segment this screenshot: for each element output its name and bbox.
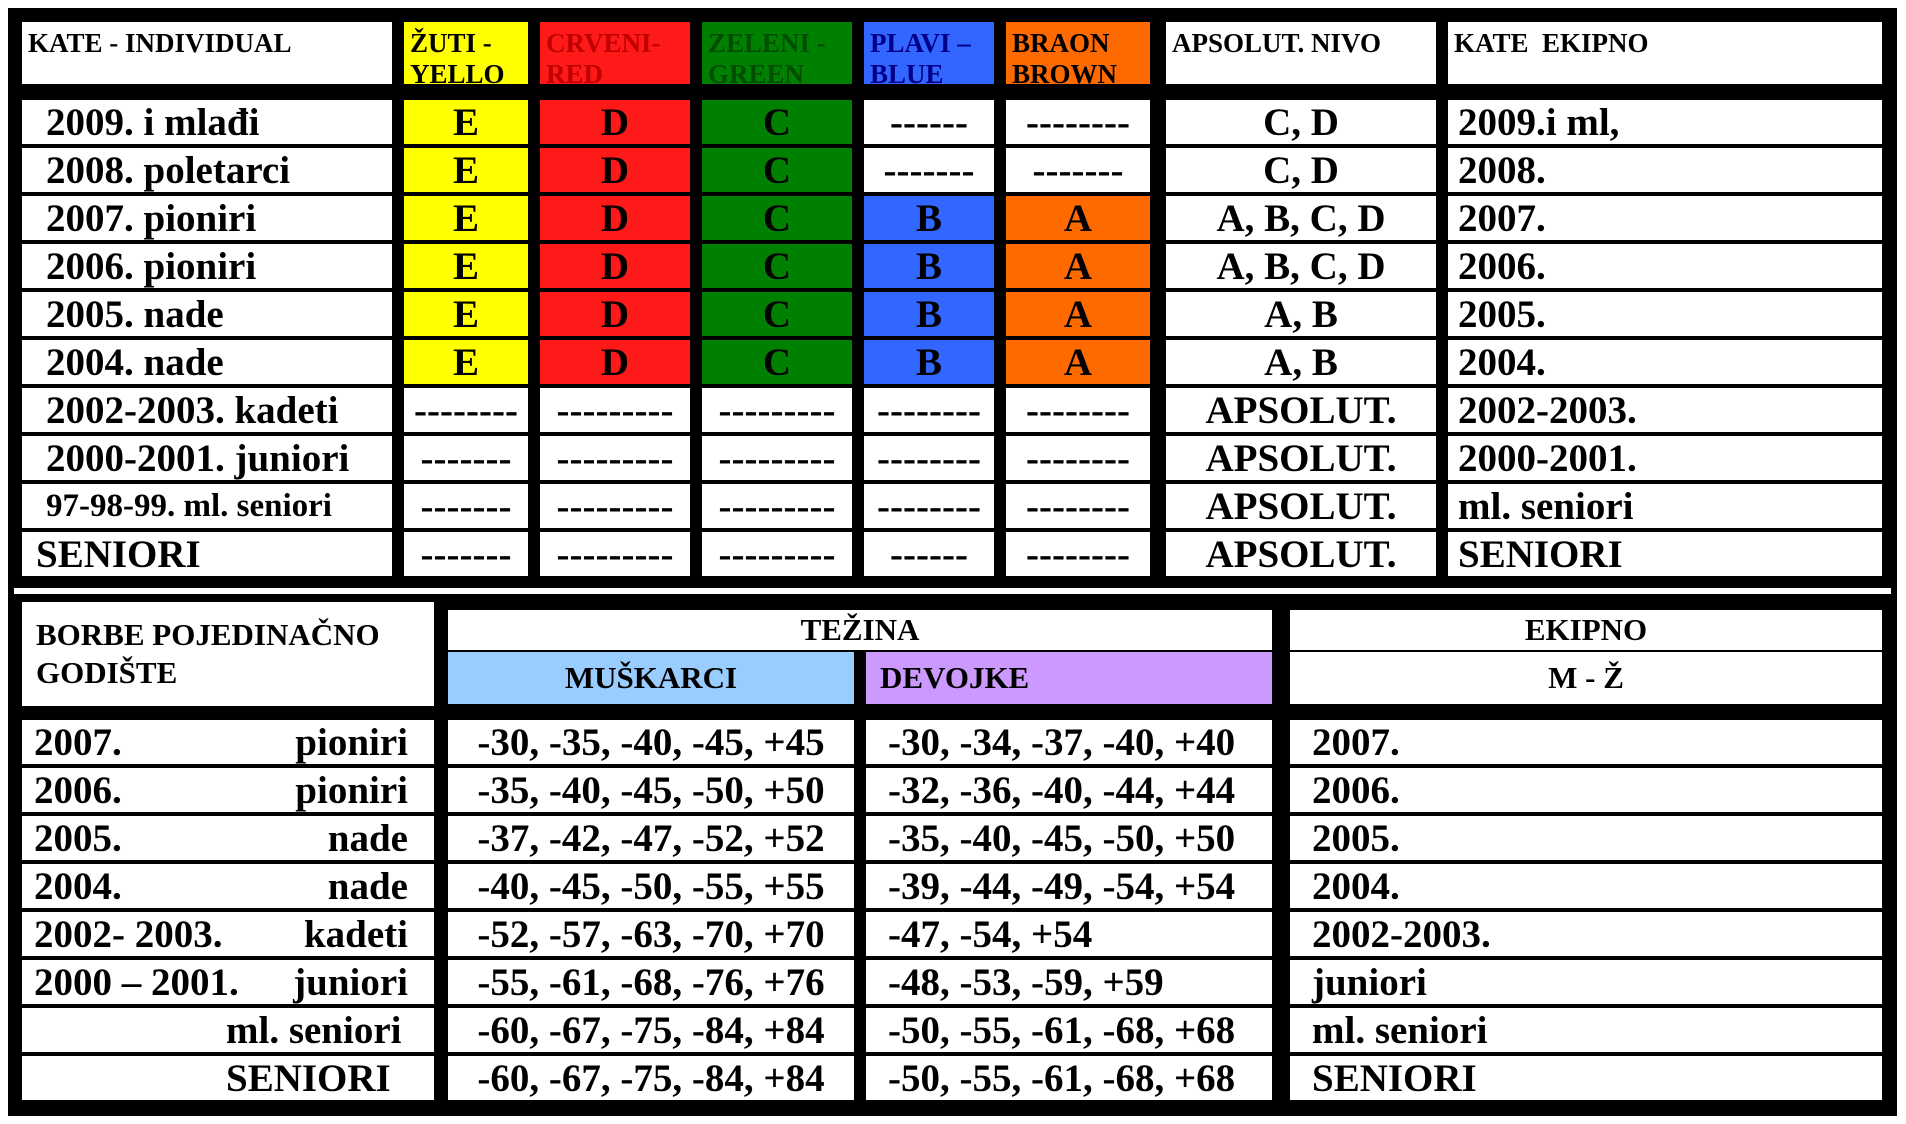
- kate-header-3: ZELENI - GREEN: [700, 20, 854, 86]
- borbe-devojke: -50, -55, -61, -68, +68: [864, 1054, 1274, 1102]
- borbe-year: 2002- 2003.: [34, 912, 223, 956]
- kate-cell-ekipno: 2005.: [1446, 290, 1884, 338]
- kate-cell-yellow: -------: [402, 482, 530, 530]
- kate-cell-yellow: --------: [402, 386, 530, 434]
- kate-cell-blue: -------: [862, 146, 996, 194]
- kate-cell-green: ---------: [700, 530, 854, 578]
- kate-cell-brown: A: [1004, 338, 1152, 386]
- kate-cell-ekipno: 2007.: [1446, 194, 1884, 242]
- kate-cell-nivo: A, B: [1164, 290, 1438, 338]
- kate-cell-ekipno: 2004.: [1446, 338, 1884, 386]
- borbe-devojke: -39, -44, -49, -54, +54: [864, 862, 1274, 910]
- muskarci-header: MUŠKARCI: [446, 650, 856, 706]
- kate-cell-group: 2007. pioniri: [20, 194, 394, 242]
- borbe-ekipno: 2007.: [1288, 718, 1884, 766]
- kate-cell-blue: B: [862, 338, 996, 386]
- kate-header-5: BRAON BROWN: [1004, 20, 1152, 86]
- kate-cell-ekipno: 2002-2003.: [1446, 386, 1884, 434]
- borbe-category: SENIORI: [226, 1056, 391, 1100]
- borbe-year: 2005.: [34, 816, 122, 860]
- borbe-devojke: -30, -34, -37, -40, +40: [864, 718, 1274, 766]
- borbe-ekipno: juniori: [1288, 958, 1884, 1006]
- kate-cell-yellow: E: [402, 338, 530, 386]
- kate-cell-ekipno: 2008.: [1446, 146, 1884, 194]
- kate-cell-brown: -------: [1004, 146, 1152, 194]
- borbe-muskarci: -60, -67, -75, -84, +84: [446, 1054, 856, 1102]
- kate-cell-brown: --------: [1004, 434, 1152, 482]
- borbe-devojke: -48, -53, -59, +59: [864, 958, 1274, 1006]
- kate-cell-nivo: APSOLUT.: [1164, 530, 1438, 578]
- kate-cell-blue: --------: [862, 434, 996, 482]
- kate-cell-red: D: [538, 242, 692, 290]
- kate-cell-red: D: [538, 338, 692, 386]
- kate-cell-green: ---------: [700, 482, 854, 530]
- kate-cell-yellow: -------: [402, 434, 530, 482]
- kate-header-7: KATE EKIPNO: [1446, 20, 1884, 86]
- kate-cell-nivo: A, B, C, D: [1164, 194, 1438, 242]
- borbe-ekipno: 2006.: [1288, 766, 1884, 814]
- kate-cell-brown: --------: [1004, 98, 1152, 146]
- borbe-year: 2006.: [34, 768, 122, 812]
- kate-cell-brown: --------: [1004, 386, 1152, 434]
- kate-cell-ekipno: SENIORI: [1446, 530, 1884, 578]
- kate-cell-red: D: [538, 98, 692, 146]
- borbe-devojke: -35, -40, -45, -50, +50: [864, 814, 1274, 862]
- borbe-ekipno: 2002-2003.: [1288, 910, 1884, 958]
- kate-cell-brown: A: [1004, 194, 1152, 242]
- tezina-header: TEŽINA: [446, 608, 1274, 652]
- borbe-year: 2007.: [34, 720, 122, 764]
- borbe-muskarci: -52, -57, -63, -70, +70: [446, 910, 856, 958]
- kate-cell-ekipno: 2000-2001.: [1446, 434, 1884, 482]
- borbe-devojke: -32, -36, -40, -44, +44: [864, 766, 1274, 814]
- borbe-row-godiste: [20, 814, 436, 862]
- kate-cell-brown: --------: [1004, 482, 1152, 530]
- borbe-category: pioniri: [295, 768, 408, 812]
- kate-cell-nivo: A, B: [1164, 338, 1438, 386]
- kate-cell-green: C: [700, 146, 854, 194]
- kate-cell-group: 97-98-99. ml. seniori: [20, 482, 394, 530]
- borbe-muskarci: -40, -45, -50, -55, +55: [446, 862, 856, 910]
- kate-cell-group: SENIORI: [20, 530, 394, 578]
- borbe-title: [20, 600, 436, 708]
- kate-cell-green: ---------: [700, 434, 854, 482]
- ekipno-header: EKIPNO: [1288, 608, 1884, 652]
- borbe-category: ml. seniori: [226, 1008, 402, 1052]
- kate-cell-green: C: [700, 98, 854, 146]
- kate-cell-yellow: E: [402, 146, 530, 194]
- kate-cell-group: 2009. i mlađi: [20, 98, 394, 146]
- borbe-muskarci: -35, -40, -45, -50, +50: [446, 766, 856, 814]
- kate-cell-group: 2004. nade: [20, 338, 394, 386]
- borbe-row-godiste: [20, 958, 436, 1006]
- kate-cell-group: 2000-2001. juniori: [20, 434, 394, 482]
- kate-cell-yellow: E: [402, 194, 530, 242]
- kate-cell-blue: ------: [862, 98, 996, 146]
- kate-cell-green: C: [700, 290, 854, 338]
- borbe-title-line2: GODIŠTE: [36, 655, 178, 690]
- kate-cell-blue: B: [862, 290, 996, 338]
- kate-cell-nivo: APSOLUT.: [1164, 482, 1438, 530]
- borbe-row-godiste: [20, 910, 436, 958]
- kate-cell-blue: B: [862, 242, 996, 290]
- kate-cell-group: 2005. nade: [20, 290, 394, 338]
- kate-cell-group: 2008. poletarci: [20, 146, 394, 194]
- kate-cell-ekipno: 2009.i ml,: [1446, 98, 1884, 146]
- borbe-ekipno: ml. seniori: [1288, 1006, 1884, 1054]
- kate-cell-red: D: [538, 146, 692, 194]
- borbe-devojke: -47, -54, +54: [864, 910, 1274, 958]
- borbe-category: pioniri: [295, 720, 408, 764]
- kate-cell-nivo: C, D: [1164, 146, 1438, 194]
- kate-cell-blue: --------: [862, 482, 996, 530]
- kate-cell-brown: A: [1004, 290, 1152, 338]
- kate-cell-yellow: E: [402, 98, 530, 146]
- kate-cell-ekipno: 2006.: [1446, 242, 1884, 290]
- kate-cell-ekipno: ml. seniori: [1446, 482, 1884, 530]
- borbe-year: 2000 – 2001.: [34, 960, 239, 1004]
- kate-cell-nivo: APSOLUT.: [1164, 386, 1438, 434]
- borbe-category: kadeti: [303, 912, 408, 956]
- borbe-muskarci: -30, -35, -40, -45, +45: [446, 718, 856, 766]
- kate-cell-yellow: -------: [402, 530, 530, 578]
- borbe-muskarci: -37, -42, -47, -52, +52: [446, 814, 856, 862]
- kate-cell-green: C: [700, 194, 854, 242]
- kate-cell-nivo: C, D: [1164, 98, 1438, 146]
- kate-cell-red: D: [538, 290, 692, 338]
- mz-header: M - Ž: [1288, 650, 1884, 706]
- kate-cell-nivo: A, B, C, D: [1164, 242, 1438, 290]
- kate-header-4: PLAVI – BLUE: [862, 20, 996, 86]
- kate-cell-brown: A: [1004, 242, 1152, 290]
- kate-header-0: KATE - INDIVIDUAL: [20, 20, 394, 86]
- borbe-muskarci: -55, -61, -68, -76, +76: [446, 958, 856, 1006]
- kate-cell-brown: --------: [1004, 530, 1152, 578]
- kate-cell-red: ---------: [538, 386, 692, 434]
- kate-cell-green: C: [700, 338, 854, 386]
- kate-cell-yellow: E: [402, 242, 530, 290]
- kate-cell-blue: ------: [862, 530, 996, 578]
- borbe-row-godiste: [20, 766, 436, 814]
- kate-cell-group: 2006. pioniri: [20, 242, 394, 290]
- borbe-row-godiste: [20, 1006, 436, 1054]
- borbe-ekipno: 2004.: [1288, 862, 1884, 910]
- borbe-ekipno: 2005.: [1288, 814, 1884, 862]
- kate-header-1: ŽUTI - YELLO: [402, 20, 530, 86]
- borbe-category: nade: [327, 816, 408, 860]
- kate-cell-red: ---------: [538, 482, 692, 530]
- kate-cell-yellow: E: [402, 290, 530, 338]
- devojke-header: DEVOJKE: [864, 650, 1274, 706]
- borbe-category: nade: [327, 864, 408, 908]
- borbe-devojke: -50, -55, -61, -68, +68: [864, 1006, 1274, 1054]
- borbe-category: juniori: [293, 960, 408, 1004]
- kate-cell-green: ---------: [700, 386, 854, 434]
- borbe-row-godiste: [20, 718, 436, 766]
- kate-header-6: APSOLUT. NIVO: [1164, 20, 1438, 86]
- kate-cell-red: D: [538, 194, 692, 242]
- borbe-ekipno: SENIORI: [1288, 1054, 1884, 1102]
- borbe-title-line1: BORBE POJEDINAČNO: [36, 617, 380, 652]
- borbe-row-godiste: [20, 862, 436, 910]
- kate-cell-red: ---------: [538, 530, 692, 578]
- kate-cell-green: C: [700, 242, 854, 290]
- borbe-row-godiste: [20, 1054, 436, 1102]
- kate-cell-group: 2002-2003. kadeti: [20, 386, 394, 434]
- kate-cell-blue: --------: [862, 386, 996, 434]
- borbe-year: 2004.: [34, 864, 122, 908]
- kate-cell-red: ---------: [538, 434, 692, 482]
- kate-header-2: CRVENI- RED: [538, 20, 692, 86]
- borbe-muskarci: -60, -67, -75, -84, +84: [446, 1006, 856, 1054]
- kate-cell-nivo: APSOLUT.: [1164, 434, 1438, 482]
- kate-cell-blue: B: [862, 194, 996, 242]
